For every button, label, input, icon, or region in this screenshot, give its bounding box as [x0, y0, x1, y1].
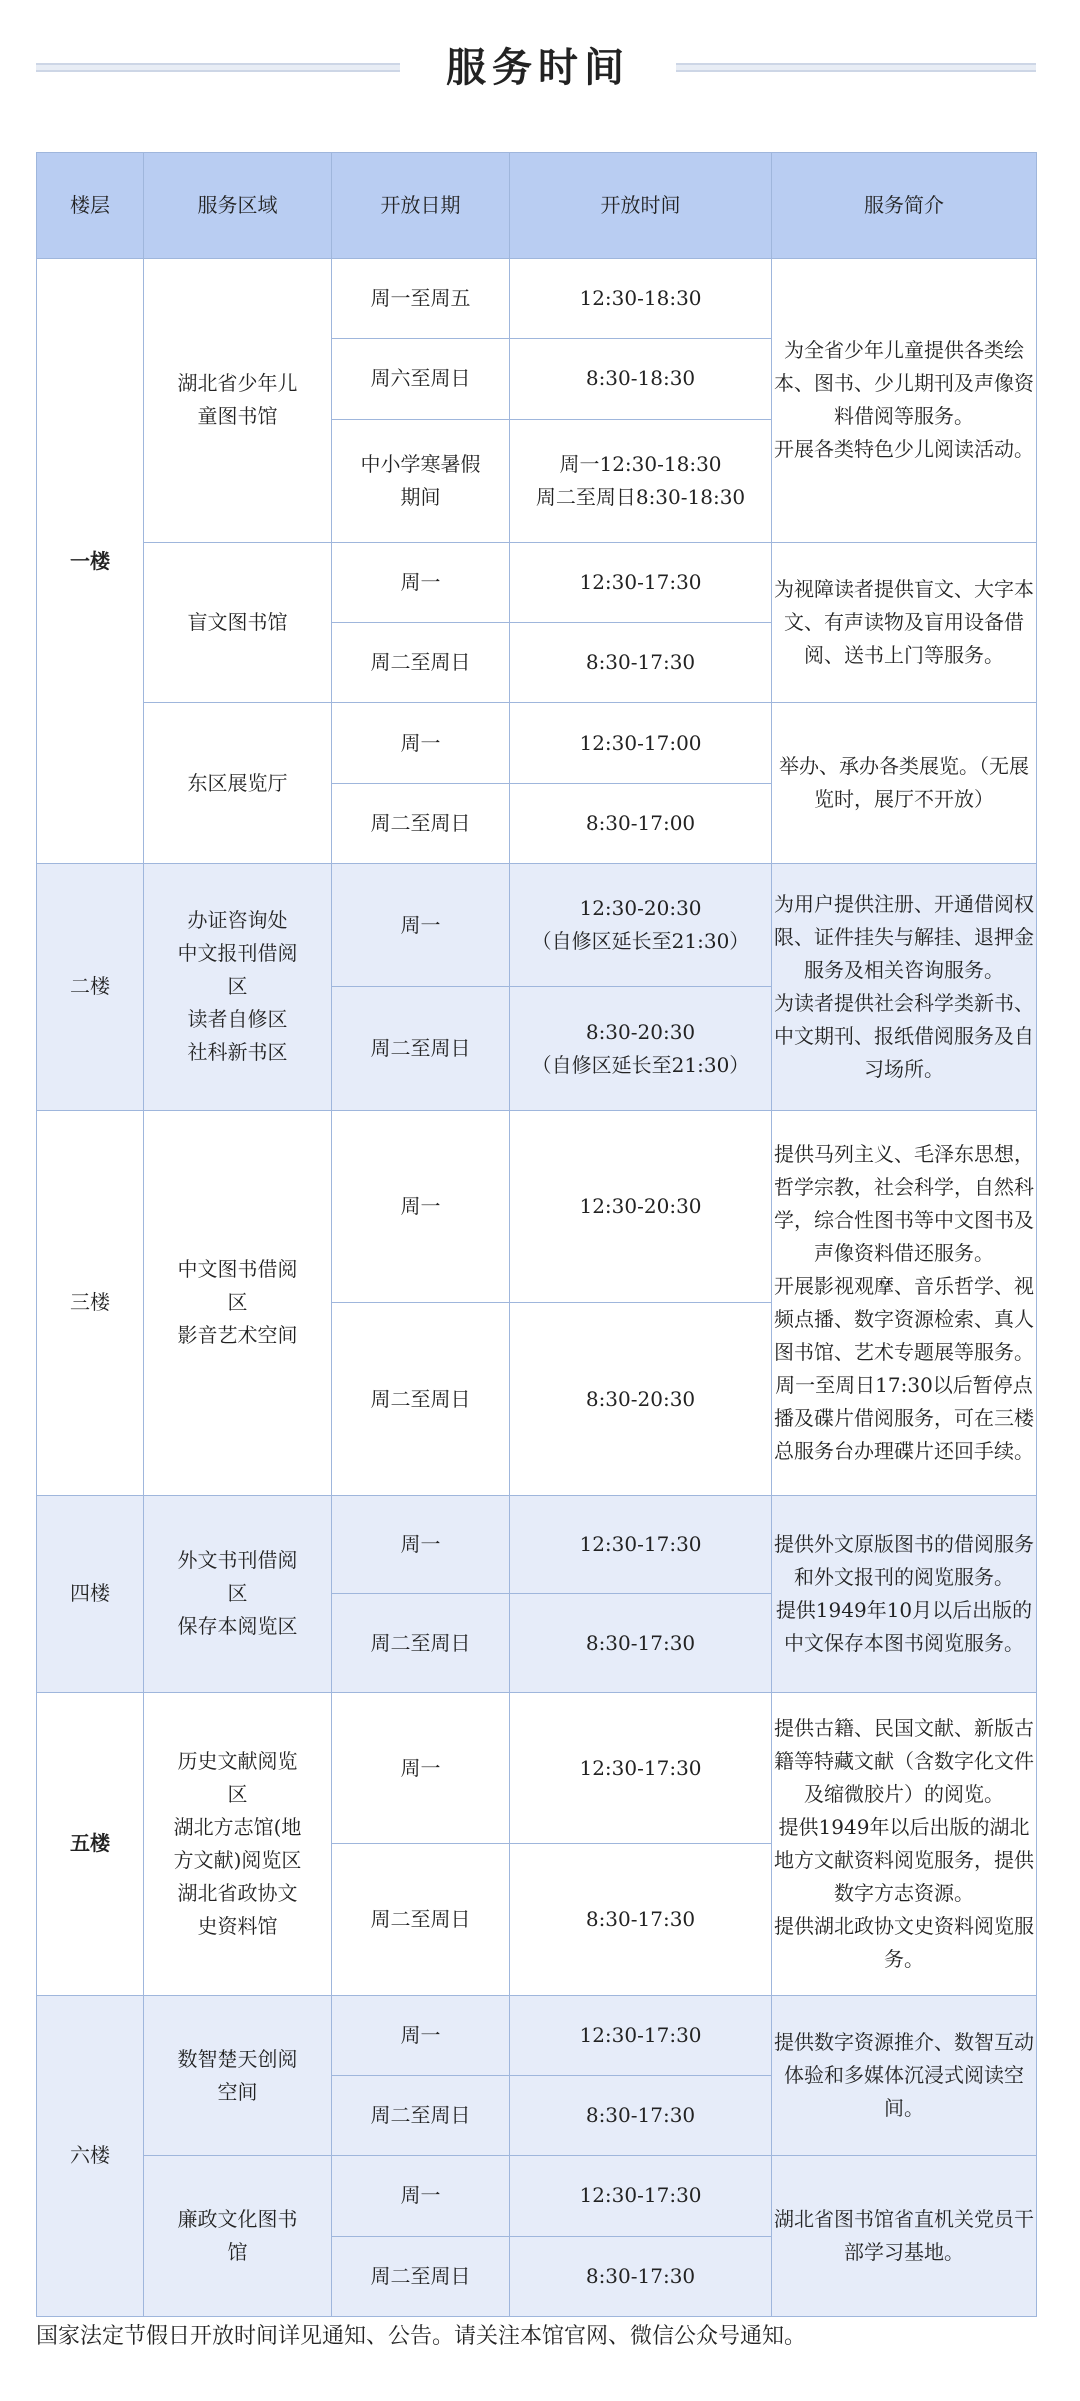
area-line: 史资料馆 [197, 1913, 278, 1938]
area-cell [144, 2156, 332, 2317]
area-line: 区 [227, 1581, 248, 1606]
description-line: 提供1949年以后出版的湖北地方文献资料阅览服务，提供数字方志资源。 [774, 1814, 1034, 1905]
area-cell [144, 259, 332, 543]
time-cell: 8:30-17:00 [510, 783, 772, 863]
date-cell: 周二至周日 [332, 987, 510, 1110]
description-line: 为读者提供社会科学类新书、中文期刊、报纸借阅服务及自习场所。 [774, 990, 1034, 1081]
area-cell [144, 1496, 332, 1693]
time-line: （自修区延长至21:30） [531, 929, 750, 954]
area-cell: 盲文图书馆 [144, 542, 332, 703]
date-line: 期间 [400, 484, 441, 509]
floor-cell: 六楼 [37, 1995, 144, 2316]
time-line: 周二至周日8:30-18:30 [535, 484, 746, 509]
time-line: 周一12:30-18:30 [559, 451, 722, 476]
area-line: 历史文献阅览 [177, 1748, 298, 1773]
page-header [0, 0, 1080, 140]
date-cell: 周二至周日 [332, 1303, 510, 1496]
header-time: 开放时间 [510, 153, 772, 259]
area-line: 区 [227, 1781, 248, 1806]
area-line: 影音艺术空间 [177, 1323, 298, 1348]
date-cell: 周二至周日 [332, 623, 510, 703]
area-cell: 东区展览厅 [144, 703, 332, 864]
time-line: （自修区延长至21:30） [531, 1052, 750, 1077]
description-cell: 为视障读者提供盲文、大字本文、有声读物及盲用设备借阅、送书上门等服务。 [772, 542, 1037, 703]
table-row [37, 2156, 1037, 2236]
description-line: 提供古籍、民国文献、新版古籍等特藏文献（含数字化文件及缩微胶片）的阅览。 [774, 1715, 1034, 1806]
floor-cell: 三楼 [37, 1110, 144, 1495]
date-cell: 周一 [332, 2156, 510, 2236]
service-hours-table [36, 152, 1037, 2317]
area-line: 区 [227, 1290, 248, 1315]
description-cell: 提供数字资源推介、数智互动体验和多媒体沉浸式阅读空间。 [772, 1995, 1037, 2156]
time-cell: 8:30-17:30 [510, 2076, 772, 2156]
time-cell: 8:30-17:30 [510, 1594, 772, 1692]
time-line: 8:30-20:30 [585, 1019, 696, 1044]
date-cell: 周一 [332, 1110, 510, 1303]
area-line: 湖北省少年儿 [177, 371, 298, 396]
title-decoration-left [36, 63, 400, 72]
floor-cell: 一楼 [37, 259, 144, 864]
floor-cell: 二楼 [37, 864, 144, 1111]
area-cell [144, 1692, 332, 1995]
title-decoration-right [676, 63, 1036, 72]
description-cell [772, 1110, 1037, 1495]
time-cell: 8:30-17:30 [510, 1844, 772, 1996]
description-line: 周一至周日17:30以后暂停点播及碟片借阅服务，可在三楼总服务台办理碟片还回手续。 [774, 1372, 1034, 1463]
time-cell: 12:30-17:30 [510, 2156, 772, 2236]
time-cell: 12:30-20:30 [510, 1110, 772, 1303]
area-line: 数智楚天创阅 [177, 2046, 298, 2071]
description-line: 提供1949年10月以后出版的中文保存本图书阅览服务。 [775, 1597, 1033, 1655]
footer-note: 国家法定节假日开放时间详见通知、公告。请关注本馆官网、微信公众号通知。 [36, 2324, 807, 2349]
area-line: 保存本阅览区 [177, 1614, 298, 1639]
description-line: 提供外文原版图书的借阅服务和外文报刊的阅览服务。 [774, 1531, 1034, 1589]
area-line: 童图书馆 [197, 404, 278, 429]
date-cell: 周二至周日 [332, 1844, 510, 1996]
floor-cell: 五楼 [37, 1692, 144, 1995]
area-cell [144, 1995, 332, 2156]
date-cell: 周一 [332, 1995, 510, 2075]
area-line: 社科新书区 [187, 1040, 288, 1065]
description-line: 为全省少年儿童提供各类绘本、图书、少儿期刊及声像资料借阅等服务。 [774, 338, 1034, 429]
area-line: 办证咨询处 [187, 908, 288, 933]
description-line: 提供湖北政协文史资料阅览服务。 [774, 1913, 1034, 1971]
time-cell: 12:30-17:30 [510, 1496, 772, 1594]
time-cell: 12:30-17:30 [510, 1995, 772, 2075]
area-line: 中文图书借阅 [177, 1257, 298, 1282]
description-line: 提供马列主义、毛泽东思想，哲学宗教，社会科学，自然科学，综合性图书等中文图书及声像资料借还服务。 [774, 1141, 1034, 1265]
time-cell: 8:30-18:30 [510, 339, 772, 419]
time-cell [510, 864, 772, 987]
table-row [37, 864, 1037, 987]
description-cell: 湖北省图书馆省直机关党员干部学习基地。 [772, 2156, 1037, 2317]
date-cell: 周一 [332, 1692, 510, 1844]
description-line: 开展影视观摩、音乐哲学、视频点播、数字资源检索、真人图书馆、艺术专题展等服务。 [774, 1273, 1034, 1364]
description-cell [772, 1692, 1037, 1995]
area-line: 中文报刊借阅 [177, 941, 298, 966]
table-header-row [37, 153, 1037, 259]
time-line: 12:30-20:30 [579, 896, 702, 921]
time-cell: 12:30-17:30 [510, 542, 772, 622]
area-line: 廉政文化图书 [177, 2207, 298, 2232]
date-cell [332, 419, 510, 542]
date-cell: 周一 [332, 864, 510, 987]
header-date: 开放日期 [332, 153, 510, 259]
area-line: 湖北方志馆(地 [173, 1814, 302, 1839]
date-cell: 周一 [332, 703, 510, 783]
time-cell: 12:30-17:00 [510, 703, 772, 783]
header-floor: 楼层 [37, 153, 144, 259]
description-cell: 举办、承办各类展览。（无展览时，展厅不开放） [772, 703, 1037, 864]
area-line: 湖北省政协文 [177, 1880, 298, 1905]
time-cell [510, 987, 772, 1110]
time-cell: 12:30-17:30 [510, 1692, 772, 1844]
table-row [37, 259, 1037, 339]
time-cell: 12:30-18:30 [510, 259, 772, 339]
page-title: 服务时间 [446, 44, 630, 91]
area-cell [144, 1110, 332, 1495]
table-row [37, 1496, 1037, 1594]
floor-cell: 四楼 [37, 1496, 144, 1693]
area-line: 外文书刊借阅 [177, 1548, 298, 1573]
time-cell: 8:30-17:30 [510, 623, 772, 703]
area-line: 方文献)阅览区 [173, 1847, 302, 1872]
header-description: 服务简介 [772, 153, 1037, 259]
area-line: 区 [227, 974, 248, 999]
time-cell [510, 419, 772, 542]
table-row [37, 1692, 1037, 1844]
table-row [37, 542, 1037, 622]
date-cell: 周二至周日 [332, 1594, 510, 1692]
date-cell: 周二至周日 [332, 2076, 510, 2156]
date-cell: 周二至周日 [332, 783, 510, 863]
description-line: 为用户提供注册、开通借阅权限、证件挂失与解挂、退押金服务及相关咨询服务。 [774, 891, 1034, 982]
header-area: 服务区域 [144, 153, 332, 259]
date-line: 中小学寒暑假 [360, 451, 481, 476]
time-cell: 8:30-17:30 [510, 2236, 772, 2316]
description-cell [772, 864, 1037, 1111]
description-line: 开展各类特色少儿阅读活动。 [774, 437, 1034, 462]
date-cell: 周一 [332, 542, 510, 622]
description-cell [772, 1496, 1037, 1693]
date-cell: 周一至周五 [332, 259, 510, 339]
area-line: 空间 [217, 2079, 258, 2104]
time-cell: 8:30-20:30 [510, 1303, 772, 1496]
area-line: 馆 [227, 2240, 248, 2265]
date-cell: 周一 [332, 1496, 510, 1594]
table-row [37, 1110, 1037, 1303]
area-cell [144, 864, 332, 1111]
table-row [37, 703, 1037, 783]
description-cell [772, 259, 1037, 543]
area-line: 读者自修区 [187, 1007, 288, 1032]
date-cell: 周六至周日 [332, 339, 510, 419]
table-row [37, 1995, 1037, 2075]
date-cell: 周二至周日 [332, 2236, 510, 2316]
